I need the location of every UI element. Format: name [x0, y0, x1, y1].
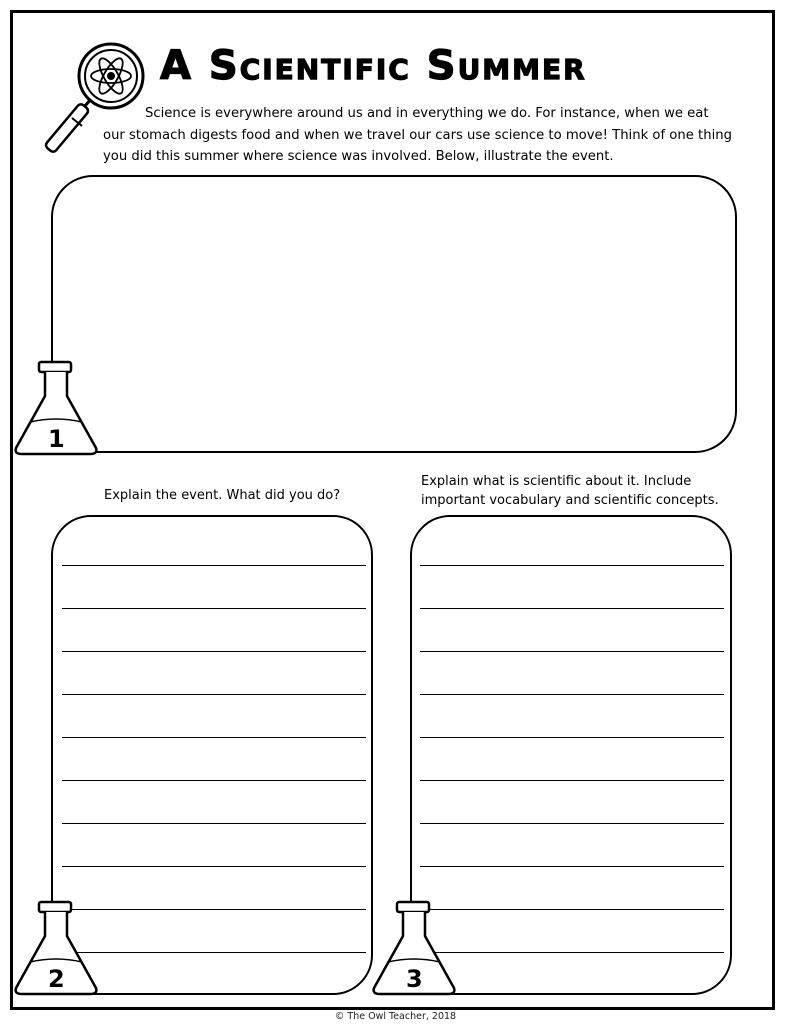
writing-line	[420, 952, 724, 953]
writing-line	[62, 823, 366, 824]
writing-line	[420, 608, 724, 609]
writing-line	[420, 737, 724, 738]
flask-icon	[12, 898, 102, 998]
intro-paragraph	[103, 103, 733, 168]
prompt-explain-event: Explain the event. What did you do?	[104, 488, 341, 503]
flask-icon	[370, 898, 460, 998]
writing-line	[62, 737, 366, 738]
page-title: A Scientific Summer	[160, 43, 587, 89]
writing-line	[420, 651, 724, 652]
prompt-line-1: Explain what is scientific about it. Include	[421, 474, 692, 489]
box-number-2: 2	[48, 965, 65, 993]
footer-copyright: © The Owl Teacher, 2018	[334, 1011, 457, 1022]
illustration-box[interactable]	[51, 175, 737, 453]
writing-line	[420, 565, 724, 566]
writing-line	[420, 823, 724, 824]
box-number-1: 1	[48, 425, 65, 453]
writing-line	[62, 909, 366, 910]
writing-line	[62, 651, 366, 652]
writing-line	[420, 694, 724, 695]
writing-line	[420, 780, 724, 781]
writing-line	[62, 952, 366, 953]
writing-line	[62, 780, 366, 781]
writing-line	[420, 866, 724, 867]
intro-line-2: our stomach digests food and when we travel our cars use science to move! Think of one thing	[103, 127, 732, 143]
writing-line	[62, 866, 366, 867]
intro-line-1: Science is everywhere around us and in everything we do. For instance, when we eat	[145, 106, 709, 121]
intro-line-3: you did this summer where science was involved. Below, illustrate the event.	[103, 149, 614, 164]
flask-icon	[12, 358, 102, 458]
writing-line	[62, 565, 366, 566]
prompt-scientific-concepts	[421, 472, 741, 510]
writing-line	[62, 608, 366, 609]
writing-line	[62, 694, 366, 695]
writing-line	[420, 909, 724, 910]
box-number-3: 3	[406, 965, 423, 993]
prompt-line-2: important vocabulary and scientific concepts.	[421, 493, 719, 508]
